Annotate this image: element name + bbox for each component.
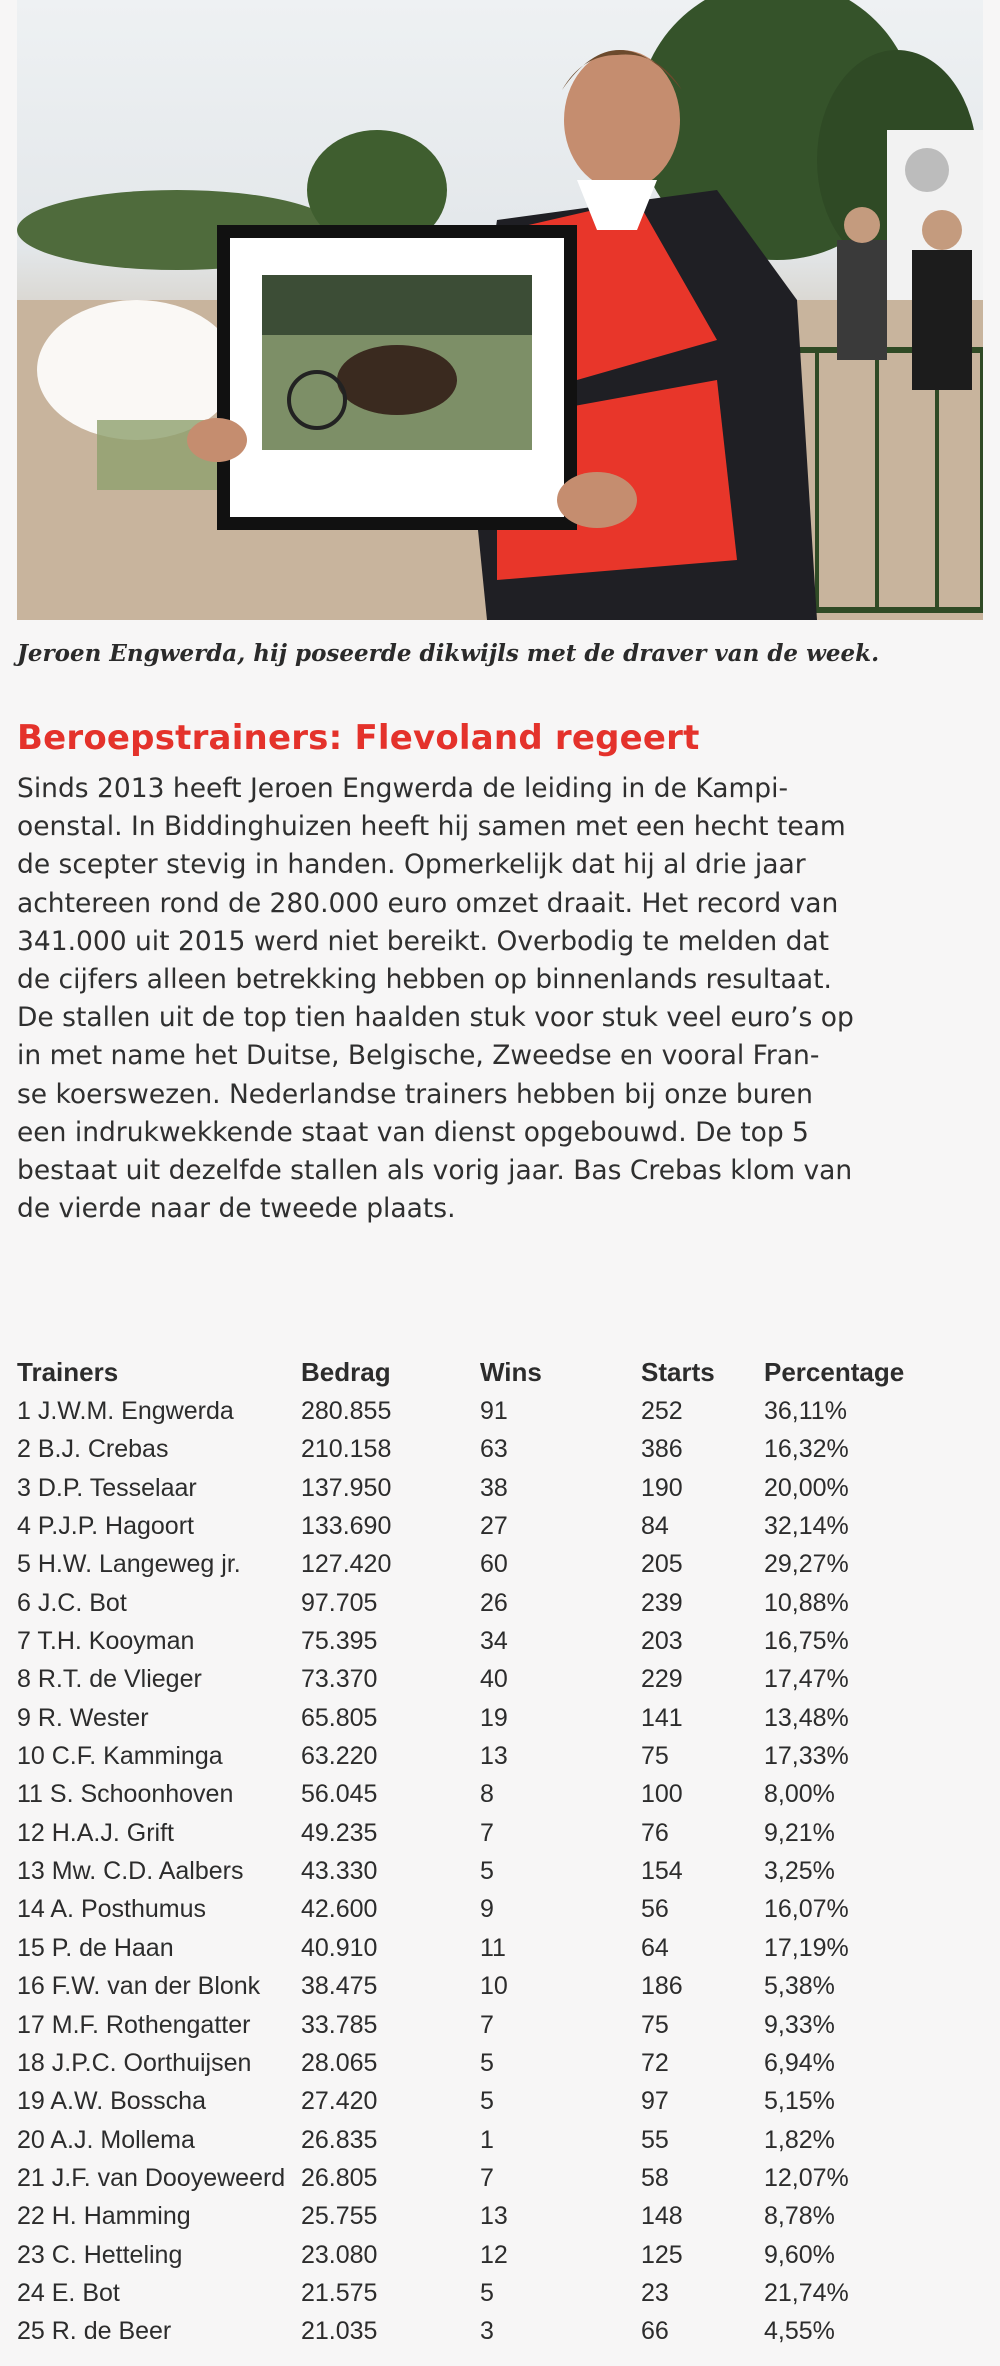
percentage-value: 20,00% bbox=[764, 1473, 849, 1502]
bedrag-value: 127.420 bbox=[301, 1550, 392, 1579]
starts-value: 229 bbox=[641, 1665, 683, 1694]
table-row bbox=[17, 1934, 977, 1972]
table-row bbox=[17, 2126, 977, 2164]
trainer-photo-illustration bbox=[17, 0, 983, 620]
article-body: Sinds 2013 heeft Jeroen Engwerda de leiding in de Kampi- oenstal. In Biddinghuizen heeft hij samen met een hecht team de scepter stevig in handen. Opmerkelijk dat hij al drie jaar achtereen rond de 280.000 euro omzet draait. Het record van 341.000 uit 2015 werd niet bereikt. Overbodig te melden dat de cijfers alleen betrekking hebben op binnenlands resultaat. De stallen uit de top tien haalden stuk voor stuk veel euro’s op in met name het Duitse, Belgische, Zweedse en vooral Fran- se koerswezen. Nederlandse trainers hebben bij onze buren een indrukwekkende staat van dienst opgebouwd. De top 5 bestaat uit dezelfde stallen als vorig jaar. Bas Crebas klom van de vierde naar de tweede plaats. bbox=[17, 773, 854, 1225]
trainer-name: 24 E. Bot bbox=[17, 2278, 120, 2307]
bedrag-value: 75.395 bbox=[301, 1627, 378, 1656]
starts-value: 148 bbox=[641, 2202, 683, 2231]
trainer-name: 7 T.H. Kooyman bbox=[17, 1627, 195, 1656]
wins-value: 3 bbox=[480, 2317, 494, 2346]
wins-value: 38 bbox=[480, 1473, 508, 1502]
table-row bbox=[17, 1704, 977, 1742]
trainer-name: 12 H.A.J. Grift bbox=[17, 1818, 174, 1847]
percentage-value: 32,14% bbox=[764, 1512, 849, 1541]
wins-value: 10 bbox=[480, 1972, 508, 2001]
trainer-name: 6 J.C. Bot bbox=[17, 1588, 127, 1617]
trainer-name: 2 B.J. Crebas bbox=[17, 1435, 169, 1464]
wins-value: 40 bbox=[480, 1665, 508, 1694]
percentage-value: 16,75% bbox=[764, 1627, 849, 1656]
trainer-name: 13 Mw. C.D. Aalbers bbox=[17, 1857, 244, 1886]
trainer-name: 19 A.W. Bosscha bbox=[17, 2087, 206, 2116]
bedrag-value: 73.370 bbox=[301, 1665, 378, 1694]
hero-photo bbox=[17, 0, 983, 620]
wins-value: 13 bbox=[480, 2202, 508, 2231]
bedrag-value: 25.755 bbox=[301, 2202, 378, 2231]
table-row bbox=[17, 2202, 977, 2240]
bedrag-value: 26.805 bbox=[301, 2163, 378, 2192]
wins-value: 26 bbox=[480, 1588, 508, 1617]
percentage-value: 29,27% bbox=[764, 1550, 849, 1579]
bedrag-value: 40.910 bbox=[301, 1933, 378, 1962]
trainer-name: 5 H.W. Langeweg jr. bbox=[17, 1550, 241, 1579]
photo-caption: Jeroen Engwerda, hij poseerde dikwijls met de draver van de week. bbox=[17, 640, 880, 667]
starts-value: 58 bbox=[641, 2163, 669, 2192]
table-row bbox=[17, 1474, 977, 1512]
trainer-name: 11 S. Schoonhoven bbox=[17, 1780, 234, 1809]
percentage-value: 8,78% bbox=[764, 2202, 835, 2231]
starts-value: 64 bbox=[641, 1933, 669, 1962]
trainer-name: 3 D.P. Tesselaar bbox=[17, 1473, 197, 1502]
percentage-value: 21,74% bbox=[764, 2278, 849, 2307]
bedrag-value: 28.065 bbox=[301, 2048, 378, 2077]
wins-value: 19 bbox=[480, 1703, 508, 1732]
bedrag-value: 133.690 bbox=[301, 1512, 392, 1541]
starts-value: 100 bbox=[641, 1780, 683, 1809]
trainer-name: 17 M.F. Rothengatter bbox=[17, 2010, 251, 2039]
table-row bbox=[17, 2279, 977, 2317]
bedrag-value: 27.420 bbox=[301, 2087, 378, 2116]
starts-value: 190 bbox=[641, 1473, 683, 1502]
table-row bbox=[17, 2049, 977, 2087]
starts-value: 23 bbox=[641, 2278, 669, 2307]
table-row bbox=[17, 1742, 977, 1780]
wins-value: 12 bbox=[480, 2240, 508, 2269]
starts-value: 66 bbox=[641, 2317, 669, 2346]
trainer-name: 8 R.T. de Vlieger bbox=[17, 1665, 202, 1694]
table-row bbox=[17, 2011, 977, 2049]
percentage-value: 4,55% bbox=[764, 2317, 835, 2346]
starts-value: 252 bbox=[641, 1397, 683, 1425]
bedrag-value: 23.080 bbox=[301, 2240, 378, 2269]
bedrag-value: 21.035 bbox=[301, 2317, 378, 2346]
bedrag-value: 63.220 bbox=[301, 1742, 378, 1771]
starts-value: 55 bbox=[641, 2125, 669, 2154]
trainer-name: 1 J.W.M. Engwerda bbox=[17, 1397, 234, 1425]
starts-value: 186 bbox=[641, 1972, 683, 2001]
trainer-name: 20 A.J. Mollema bbox=[17, 2125, 195, 2154]
bedrag-value: 210.158 bbox=[301, 1435, 392, 1464]
percentage-value: 17,19% bbox=[764, 1933, 849, 1962]
trainer-name: 10 C.F. Kamminga bbox=[17, 1742, 223, 1771]
starts-value: 84 bbox=[641, 1512, 669, 1541]
starts-value: 386 bbox=[641, 1435, 683, 1464]
starts-value: 125 bbox=[641, 2240, 683, 2269]
percentage-value: 13,48% bbox=[764, 1703, 849, 1732]
table-row bbox=[17, 2087, 977, 2125]
trainer-name: 21 J.F. van Dooyeweerd bbox=[17, 2163, 286, 2192]
table-row bbox=[17, 1512, 977, 1550]
trainer-name: 14 A. Posthumus bbox=[17, 1895, 207, 1924]
percentage-value: 9,33% bbox=[764, 2010, 835, 2039]
bedrag-value: 56.045 bbox=[301, 1780, 378, 1809]
wins-value: 7 bbox=[480, 1818, 494, 1847]
table-row bbox=[17, 1627, 977, 1665]
bedrag-value: 33.785 bbox=[301, 2010, 378, 2039]
percentage-value: 5,15% bbox=[764, 2087, 835, 2116]
table-row bbox=[17, 1665, 977, 1703]
percentage-value: 5,38% bbox=[764, 1972, 835, 2001]
table-row bbox=[17, 1857, 977, 1895]
table-row bbox=[17, 1589, 977, 1627]
table-row bbox=[17, 1819, 977, 1857]
header-wins: Wins bbox=[480, 1357, 542, 1387]
wins-value: 27 bbox=[480, 1512, 508, 1541]
table-row bbox=[17, 1550, 977, 1588]
wins-value: 5 bbox=[480, 1857, 494, 1886]
bedrag-value: 43.330 bbox=[301, 1857, 378, 1886]
starts-value: 154 bbox=[641, 1857, 683, 1886]
header-starts: Starts bbox=[641, 1357, 715, 1387]
header-percentage: Percentage bbox=[764, 1357, 905, 1387]
starts-value: 72 bbox=[641, 2048, 669, 2077]
trainer-name: 9 R. Wester bbox=[17, 1703, 149, 1732]
table-row bbox=[17, 2317, 977, 2355]
percentage-value: 16,07% bbox=[764, 1895, 849, 1924]
bedrag-value: 97.705 bbox=[301, 1588, 378, 1617]
wins-value: 5 bbox=[480, 2048, 494, 2077]
starts-value: 75 bbox=[641, 1742, 669, 1771]
wins-value: 5 bbox=[480, 2278, 494, 2307]
table-row bbox=[17, 1972, 977, 2010]
table-row bbox=[17, 1397, 977, 1435]
percentage-value: 9,60% bbox=[764, 2240, 835, 2269]
starts-value: 56 bbox=[641, 1895, 669, 1924]
percentage-value: 8,00% bbox=[764, 1780, 835, 1809]
percentage-value: 3,25% bbox=[764, 1857, 835, 1886]
table-row bbox=[17, 1435, 977, 1473]
wins-value: 11 bbox=[480, 1933, 506, 1962]
trainers-table bbox=[17, 1357, 977, 2356]
percentage-value: 10,88% bbox=[764, 1588, 849, 1617]
wins-value: 13 bbox=[480, 1742, 508, 1771]
bedrag-value: 21.575 bbox=[301, 2278, 378, 2307]
table-row bbox=[17, 1895, 977, 1933]
percentage-value: 17,47% bbox=[764, 1665, 849, 1694]
wins-value: 9 bbox=[480, 1895, 494, 1924]
wins-value: 34 bbox=[480, 1627, 508, 1656]
percentage-value: 1,82% bbox=[764, 2125, 835, 2154]
wins-value: 1 bbox=[480, 2125, 494, 2154]
table-body bbox=[17, 1397, 977, 2356]
wins-value: 7 bbox=[480, 2010, 494, 2039]
table-row bbox=[17, 2241, 977, 2279]
wins-value: 7 bbox=[480, 2163, 494, 2192]
percentage-value: 9,21% bbox=[764, 1818, 835, 1847]
starts-value: 239 bbox=[641, 1588, 683, 1617]
wins-value: 60 bbox=[480, 1550, 508, 1579]
percentage-value: 12,07% bbox=[764, 2163, 849, 2192]
bedrag-value: 49.235 bbox=[301, 1818, 378, 1847]
wins-value: 63 bbox=[480, 1435, 508, 1464]
header-bedrag: Bedrag bbox=[301, 1357, 391, 1387]
bedrag-value: 26.835 bbox=[301, 2125, 378, 2154]
trainer-name: 15 P. de Haan bbox=[17, 1933, 174, 1962]
table-row bbox=[17, 2164, 977, 2202]
percentage-value: 17,33% bbox=[764, 1742, 849, 1771]
trainer-name: 16 F.W. van der Blonk bbox=[17, 1972, 261, 2001]
trainer-name: 22 H. Hamming bbox=[17, 2202, 191, 2231]
starts-value: 141 bbox=[641, 1703, 683, 1732]
wins-value: 5 bbox=[480, 2087, 494, 2116]
bedrag-value: 42.600 bbox=[301, 1895, 378, 1924]
percentage-value: 36,11% bbox=[764, 1397, 847, 1425]
table-header-row bbox=[17, 1357, 977, 1397]
starts-value: 76 bbox=[641, 1818, 669, 1847]
wins-value: 8 bbox=[480, 1780, 494, 1809]
starts-value: 205 bbox=[641, 1550, 683, 1579]
bedrag-value: 137.950 bbox=[301, 1473, 392, 1502]
bedrag-value: 280.855 bbox=[301, 1397, 392, 1425]
starts-value: 75 bbox=[641, 2010, 669, 2039]
article-heading: Beroepstrainers: Flevoland regeert bbox=[17, 718, 700, 758]
wins-value: 91 bbox=[480, 1397, 508, 1425]
header-trainers: Trainers bbox=[17, 1357, 119, 1387]
table-row bbox=[17, 1780, 977, 1818]
percentage-value: 16,32% bbox=[764, 1435, 849, 1464]
starts-value: 203 bbox=[641, 1627, 683, 1656]
starts-value: 97 bbox=[641, 2087, 669, 2116]
trainer-name: 4 P.J.P. Hagoort bbox=[17, 1512, 194, 1541]
bedrag-value: 38.475 bbox=[301, 1972, 378, 2001]
bedrag-value: 65.805 bbox=[301, 1703, 378, 1732]
percentage-value: 6,94% bbox=[764, 2048, 835, 2077]
trainer-name: 18 J.P.C. Oorthuijsen bbox=[17, 2048, 252, 2077]
trainer-name: 25 R. de Beer bbox=[17, 2317, 172, 2346]
trainer-name: 23 C. Hetteling bbox=[17, 2240, 183, 2269]
